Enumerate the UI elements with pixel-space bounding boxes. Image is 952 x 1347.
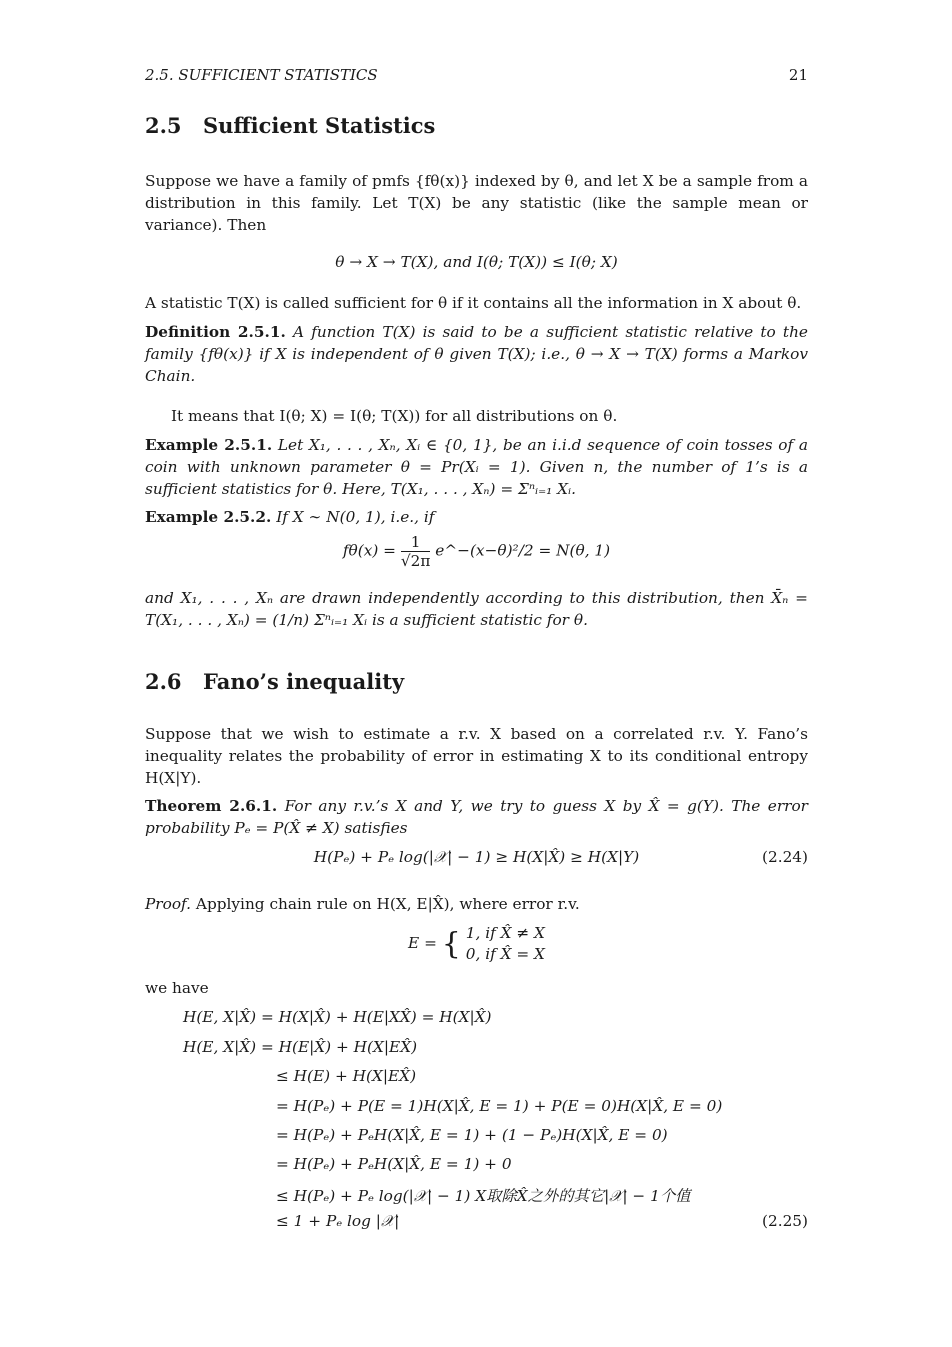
- example-2-5-2: [145, 506, 808, 528]
- case-one: 1, if X̂ ≠ X: [465, 924, 545, 942]
- section-heading-2-5: [145, 113, 435, 138]
- paragraph-fano-intro: Suppose that we wish to estimate a r.v. X based on a correlated r.v. Y. Fano’s inequality relates the probability of error in estimating X to its conditional entropy H(X|Y).: [145, 725, 808, 787]
- equation-error-cases: [145, 923, 808, 965]
- equation-lhs: fθ(x) =: [342, 541, 396, 560]
- derivation-line: ≤ H(Pₑ) + Pₑ log(|𝒳| − 1) X取除X̂之外的其它|𝒳| − 1个值: [276, 1187, 691, 1205]
- example-label: Example 2.5.2.: [145, 508, 272, 526]
- equation-number: (2.24): [762, 848, 808, 866]
- example-text: If X ∼ N(0, 1), i.e., if: [276, 508, 435, 526]
- example-text: Let X₁, . . . , Xₙ, Xᵢ ∈ {0, 1}, be an i.i.d sequence of coin tosses of a coin with unknown parameter θ = Pr(Xᵢ = 1). Given n, the number of 1’s is a sufficient statistics for θ. Here, T(X₁, . . . , Xₙ) = Σⁿᵢ₌₁ Xᵢ.: [145, 436, 808, 498]
- proof-text: Applying chain rule on H(X, E|X̂), where error r.v.: [195, 895, 580, 913]
- definition-text: A function T(X) is said to be a sufficient statistic relative to the family {fθ(x)} if X is independent of θ given T(X); i.e., θ → X → T(X) forms a Markov Chain.: [145, 323, 808, 385]
- equation-normal-density: [145, 533, 808, 570]
- section-heading-2-6: [145, 669, 404, 694]
- theorem-2-6-1: [145, 795, 808, 839]
- theorem-label: Theorem 2.6.1.: [145, 797, 278, 815]
- denominator: √2π: [400, 552, 431, 570]
- derivation-line: H(E, X|X̂) = H(X|X̂) + H(E|XX̂) = H(X|X̂): [183, 1008, 492, 1026]
- header-section: 2.5. SUFFICIENT STATISTICS: [145, 66, 378, 84]
- derivation-line: = H(Pₑ) + P(E = 1)H(X|X̂, E = 1) + P(E = 0)H(X|X̂, E = 0): [276, 1097, 723, 1115]
- section-title: Sufficient Statistics: [203, 113, 436, 138]
- equation-number: (2.25): [762, 1212, 808, 1230]
- equation-rhs: = N(θ, 1): [538, 541, 611, 560]
- definition-label: Definition 2.5.1.: [145, 323, 286, 341]
- paragraph-means: It means that I(θ; X) = I(θ; T(X)) for all distributions on θ.: [171, 407, 618, 425]
- section-number: 2.6: [145, 669, 182, 694]
- paragraph-intro: Suppose we have a family of pmfs {fθ(x)} indexed by θ, and let X be a sample from a distribution in this family. Let T(X) be any statistic (like the sample mean or variance). Then: [145, 172, 808, 234]
- cases: [466, 923, 545, 965]
- proof-label: Proof.: [145, 895, 192, 913]
- example-2-5-1: [145, 434, 808, 500]
- numerator: 1: [410, 533, 421, 551]
- fraction: [401, 533, 431, 570]
- definition-2-5-1: [145, 321, 808, 387]
- derivation-line: = H(Pₑ) + PₑH(X|X̂, E = 1) + 0: [276, 1155, 512, 1173]
- derivation-line: ≤ H(E) + H(X|EX̂): [276, 1067, 417, 1085]
- case-zero: 0, if X̂ = X: [465, 945, 545, 963]
- derivation-line: = H(Pₑ) + PₑH(X|X̂, E = 1) + (1 − Pₑ)H(X|X̂, E = 0): [276, 1126, 668, 1144]
- equation-body: H(Pₑ) + Pₑ log(|𝒳| − 1) ≥ H(X|X̂) ≥ H(X|Y): [313, 848, 640, 866]
- cases-lhs: E =: [408, 934, 437, 952]
- exponential-term: e^−(x−θ)²/2: [435, 541, 534, 560]
- theorem-text: For any r.v.’s X and Y, we try to guess X by X̂ = g(Y). The error probability Pₑ = P(X̂ ≠ X) satisfies: [145, 797, 808, 837]
- left-brace: {: [441, 926, 461, 962]
- example-label: Example 2.5.1.: [145, 436, 273, 454]
- page-number: 21: [788, 66, 808, 84]
- example-2-5-2-continuation: and X₁, . . . , Xₙ are drawn independently according to this distribution, then X̄ₙ = T(X₁, . . . , Xₙ) = (1/n) Σⁿᵢ₌₁ Xᵢ is a sufficient statistic for θ.: [145, 589, 808, 629]
- paragraph-sufficient-statement: A statistic T(X) is called sufficient for θ if it contains all the information in X about θ.: [145, 294, 802, 312]
- section-title: Fano’s inequality: [203, 669, 405, 694]
- equation-markov-chain: θ → X → T(X), and I(θ; T(X)) ≤ I(θ; X): [335, 253, 618, 271]
- we-have: we have: [145, 979, 209, 997]
- section-number: 2.5: [145, 113, 182, 138]
- derivation-line: ≤ 1 + Pₑ log |𝒳|: [276, 1212, 400, 1230]
- derivation-line: H(E, X|X̂) = H(E|X̂) + H(X|EX̂): [183, 1038, 418, 1056]
- proof-intro: [145, 893, 808, 915]
- equation-2-24: [145, 848, 808, 867]
